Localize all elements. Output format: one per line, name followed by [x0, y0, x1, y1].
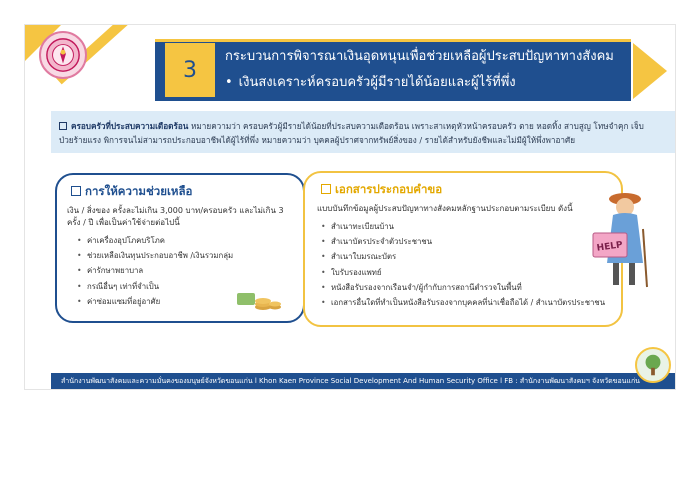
documents-list	[321, 219, 617, 310]
checkbox-icon	[59, 122, 67, 130]
list-item: • สำเนาบัตรประจำตัวประชาชน	[321, 234, 617, 249]
list-item: • สำเนาใบมรณะบัตร	[321, 249, 617, 264]
list-item: • ค่ารักษาพยาบาล	[77, 263, 237, 278]
list-item: • ค่าเครื่องอุปโภคบริโภค	[77, 233, 237, 248]
footer-bar: สำนักงานพัฒนาสังคมและความมั่นคงของมนุษย์จังหวัดขอนแก่น l Khon Kaen Province Social Development And Human Security Office l FB : สำนักงานพัฒนาสังคมฯ จังหวัดขอนแก่น	[51, 373, 676, 389]
documents-title	[321, 181, 442, 199]
tree-icon	[639, 351, 667, 379]
page-subtitle	[225, 71, 625, 92]
assistance-list	[77, 233, 237, 309]
arrow-decoration	[633, 43, 667, 99]
section-number: 3	[165, 43, 215, 97]
page-title: กระบวนการพิจารณาเงินอุดหนุนเพื่อช่วยเหลือผู้ประสบปัญหาทางสังคม	[225, 49, 614, 64]
emblem-icon	[44, 36, 82, 74]
list-item: • กรณีอื่นๆ เท่าที่จำเป็น	[77, 279, 237, 294]
list-item: • สำเนาทะเบียนบ้าน	[321, 219, 617, 234]
coins-icon	[233, 285, 283, 313]
definition-label: ครอบครัวที่ประสบความเดือดร้อน	[71, 121, 189, 131]
documents-title-text: เอกสารประกอบคำขอ	[335, 182, 443, 196]
list-item: • ใบรับรองแพทย์	[321, 265, 617, 280]
assistance-card	[55, 173, 305, 323]
help-sign-text: HELP	[596, 240, 624, 254]
footer-badge-logo	[635, 347, 671, 383]
checkbox-icon	[71, 186, 81, 196]
elderly-woman-help-icon	[585, 185, 655, 295]
documents-card	[303, 171, 623, 327]
assistance-intro: เงิน / สิ่งของ ครั้งละไม่เกิน 3,000 บาท/ครอบครัว และไม่เกิน 3 ครั้ง / ปี เพื่อเป็นค่าใช้จ่ายต่อไปนี้	[67, 206, 284, 227]
subtitle-bullet: •	[225, 75, 233, 90]
list-item: • ค่าซ่อมแซมที่อยู่อาศัย	[77, 294, 237, 309]
definition-text	[59, 119, 649, 147]
list-item: • เอกสารอื่นใดที่ทำเป็นหนังสือรับรองจากบุคคลที่น่าเชื่อถือได้ / สำเนาบัตรประชาชน	[321, 295, 617, 310]
assistance-title-text: การให้ความช่วยเหลือ	[85, 184, 193, 198]
list-item: • หนังสือรับรองจากเรือนจำ/ผู้กำกับการสถานีตำรวจในพื้นที่	[321, 280, 617, 295]
definition-body: หมายความว่า ครอบครัวผู้มีรายได้น้อยที่ประสบความเดือดร้อน เพราะสาเหตุหัวหน้าครอบครัว ตาย หอดทิ้ง สาบสูญ โทษจำคุก เจ็บป่วยร้ายแรง พิการจนไม่สามารถประกอบอาชีพได้ผู้ไร้ที่พึ่ง หมายความว่า บุคคลผู้ปราศจากทรัพย์สิ่งของ / รายได้สำหรับยังชีพและไม่มีผู้ให้พึ่งพาอาศัย	[59, 121, 644, 145]
slide	[24, 24, 676, 390]
documents-intro: แบบบันทึกข้อมูลผู้ประสบปัญหาทางสังคมหลักฐานประกอบตามระเบียบ ดังนี้	[317, 204, 573, 213]
subtitle-text: เงินสงเคราะห์ครอบครัวผู้มีรายได้น้อยและผู้ไร้ที่พึ่ง	[238, 75, 516, 90]
assistance-title	[71, 183, 192, 201]
list-item: • ช่วยเหลือเงินทุนประกอบอาชีพ /เงินรวมกลุ่ม	[77, 248, 237, 263]
emblem-logo	[39, 31, 87, 79]
checkbox-icon	[321, 184, 331, 194]
